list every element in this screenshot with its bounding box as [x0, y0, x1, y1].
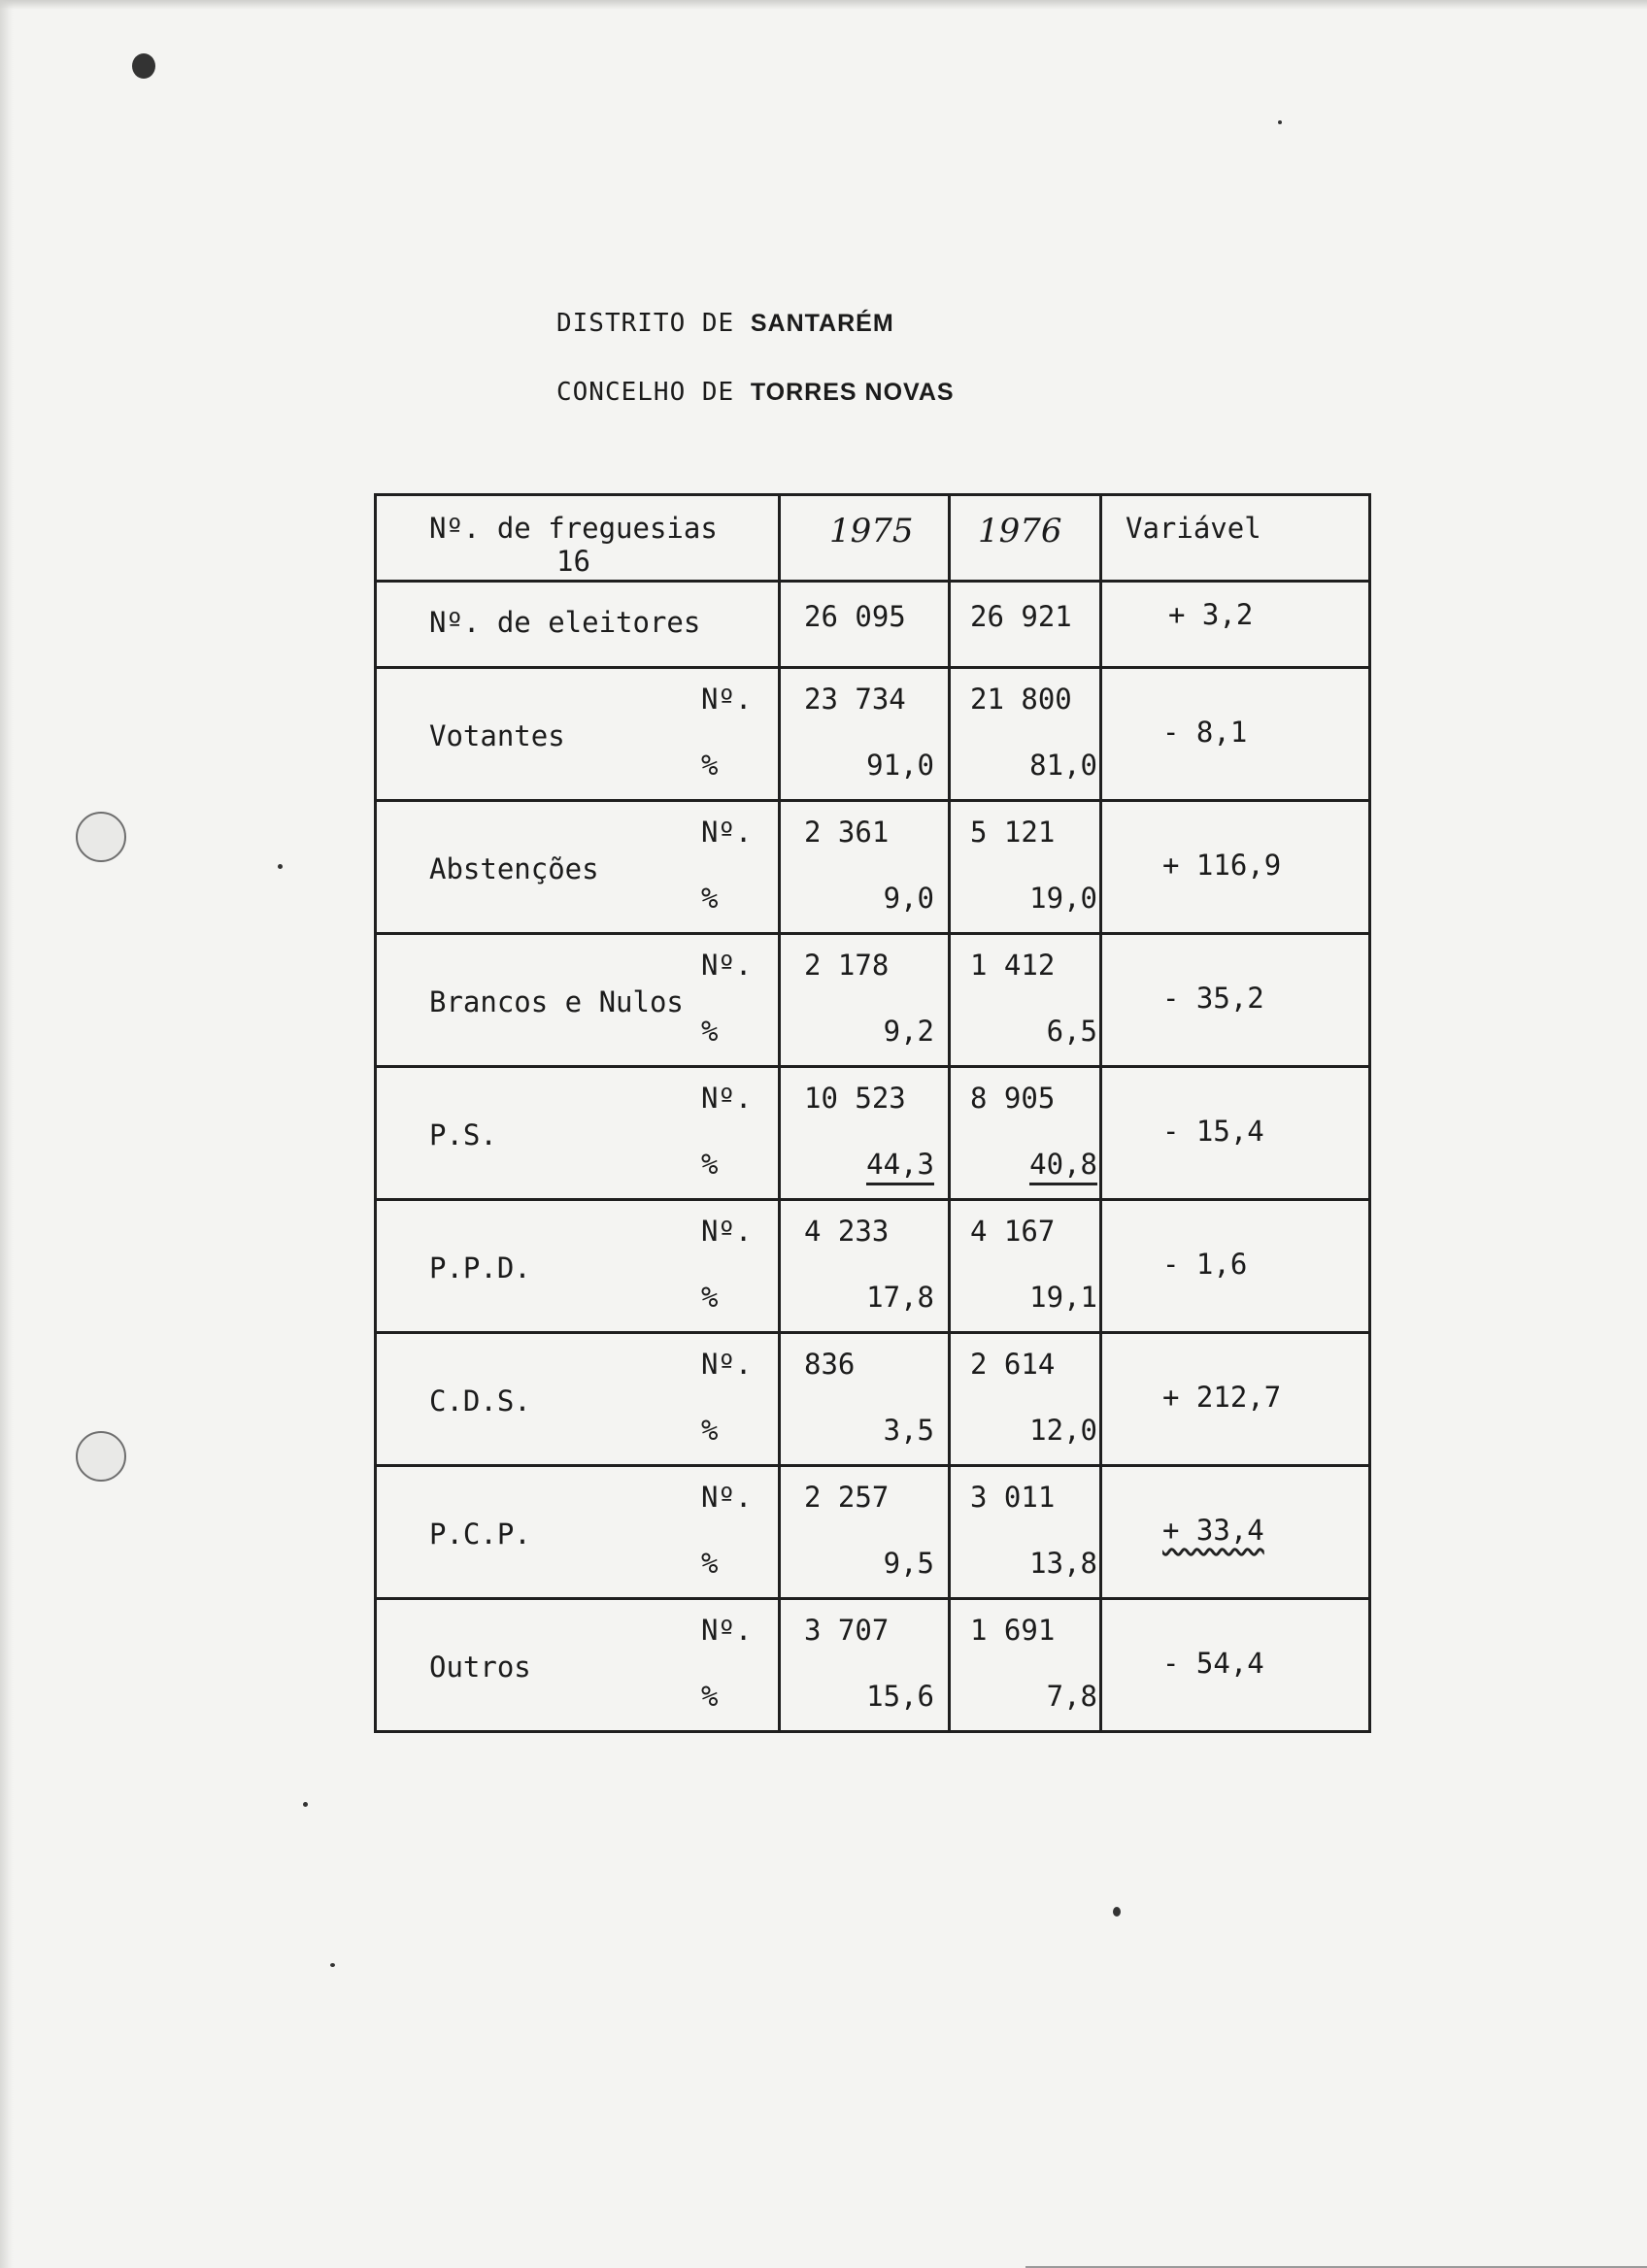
ink-spot — [330, 1963, 335, 1967]
value-cell-1976 — [950, 668, 1101, 801]
percent-marker: % — [701, 1547, 719, 1580]
count-1976: 5 121 — [970, 816, 1056, 849]
parishes-label: Nº. de freguesias — [429, 512, 718, 545]
row-label-cell — [376, 582, 780, 668]
variation-cell — [1101, 1200, 1370, 1333]
percent-1976: 7,8 — [1046, 1680, 1097, 1713]
value-cell-1975 — [780, 1333, 950, 1466]
row-label-cell — [376, 1599, 780, 1732]
variation-cell — [1101, 1067, 1370, 1200]
page-edge-top — [0, 0, 1647, 10]
count-1975: 4 233 — [804, 1215, 890, 1248]
value-cell-1976 — [950, 1067, 1101, 1200]
percent-marker: % — [701, 882, 719, 915]
count-marker: Nº. — [701, 949, 753, 982]
table-row-brancos-nulos — [376, 934, 1370, 1067]
district-name: SANTARÉM — [750, 310, 894, 337]
table-header-row — [376, 495, 1370, 582]
council-prefix: CONCELHO DE — [556, 378, 735, 407]
row-label-cell — [376, 1333, 780, 1466]
value-cell-1976 — [950, 934, 1101, 1067]
table-row-votantes — [376, 668, 1370, 801]
council-heading — [556, 378, 955, 407]
table-row-outros — [376, 1599, 1370, 1732]
percent-1975: 91,0 — [866, 749, 934, 782]
value-cell-1975 — [780, 1200, 950, 1333]
row-label-cell — [376, 668, 780, 801]
percent-1975: 3,5 — [883, 1414, 934, 1447]
percent-1976: 6,5 — [1046, 1015, 1097, 1048]
ink-spot — [303, 1802, 308, 1807]
value-cell-1976 — [950, 801, 1101, 934]
percent-1976: 19,0 — [1029, 882, 1097, 915]
parishes-header-cell — [376, 495, 780, 582]
variation-value: + 116,9 — [1162, 849, 1282, 882]
variation-value: - 35,2 — [1162, 982, 1264, 1015]
variation-cell — [1101, 1333, 1370, 1466]
table-row-cds — [376, 1333, 1370, 1466]
row-label: Outros — [429, 1651, 531, 1684]
variation-value: - 54,4 — [1162, 1647, 1264, 1680]
row-label: Votantes — [429, 719, 565, 752]
district-prefix: DISTRITO DE — [556, 309, 735, 338]
count-marker: Nº. — [701, 1614, 753, 1647]
percent-1975: 44,3 — [866, 1148, 934, 1185]
count-1975: 26 095 — [804, 600, 906, 633]
variation-cell — [1101, 582, 1370, 668]
count-1976: 21 800 — [970, 683, 1072, 716]
ink-spot — [278, 864, 283, 869]
value-cell-1975 — [780, 1466, 950, 1599]
row-label-cell — [376, 1200, 780, 1333]
punch-hole-upper — [76, 812, 126, 862]
count-1976: 1 691 — [970, 1614, 1056, 1647]
percent-1975: 9,2 — [883, 1015, 934, 1048]
percent-1975: 15,6 — [866, 1680, 934, 1713]
percent-1976: 81,0 — [1029, 749, 1097, 782]
variation-header — [1101, 495, 1370, 582]
percent-1975: 9,0 — [883, 882, 934, 915]
count-1975: 3 707 — [804, 1614, 890, 1647]
value-cell-1976 — [950, 582, 1101, 668]
value-cell-1976 — [950, 1599, 1101, 1732]
variation-label: Variável — [1126, 512, 1261, 545]
year-1976-header — [950, 495, 1101, 582]
variation-value: - 8,1 — [1162, 716, 1248, 749]
percent-marker: % — [701, 1015, 719, 1048]
table-row-ps — [376, 1067, 1370, 1200]
count-marker: Nº. — [701, 683, 753, 716]
percent-1976: 13,8 — [1029, 1547, 1097, 1580]
percent-marker: % — [701, 1680, 719, 1713]
value-cell-1975 — [780, 582, 950, 668]
value-cell-1975 — [780, 801, 950, 934]
count-1975: 2 361 — [804, 816, 890, 849]
count-marker: Nº. — [701, 1348, 753, 1381]
count-1976: 4 167 — [970, 1215, 1056, 1248]
table-row-voters-registered — [376, 582, 1370, 668]
year-1975-header — [780, 495, 950, 582]
row-label: P.S. — [429, 1118, 497, 1151]
variation-cell — [1101, 668, 1370, 801]
election-table — [374, 493, 1371, 1733]
value-cell-1976 — [950, 1200, 1101, 1333]
count-marker: Nº. — [701, 1215, 753, 1248]
variation-cell — [1101, 1466, 1370, 1599]
row-label: Abstenções — [429, 852, 599, 885]
row-label-cell — [376, 934, 780, 1067]
parishes-count: 16 — [556, 545, 590, 578]
value-cell-1975 — [780, 1067, 950, 1200]
variation-value: + 3,2 — [1168, 598, 1254, 631]
count-1976: 3 011 — [970, 1481, 1056, 1514]
ink-spot — [132, 53, 155, 79]
row-label: P.C.P. — [429, 1518, 531, 1551]
value-cell-1976 — [950, 1466, 1101, 1599]
year-1975-label: 1975 — [829, 512, 914, 550]
row-label: P.P.D. — [429, 1251, 531, 1284]
council-name: TORRES NOVAS — [750, 379, 955, 406]
punch-hole-lower — [76, 1431, 126, 1482]
percent-marker: % — [701, 1148, 719, 1181]
variation-value: - 1,6 — [1162, 1248, 1248, 1281]
count-1976: 1 412 — [970, 949, 1056, 982]
count-1976: 26 921 — [970, 600, 1072, 633]
value-cell-1975 — [780, 1599, 950, 1732]
table-row-ppd — [376, 1200, 1370, 1333]
page-edge-left — [0, 0, 14, 2268]
count-marker: Nº. — [701, 1481, 753, 1514]
variation-value: - 15,4 — [1162, 1115, 1264, 1148]
percent-1976: 12,0 — [1029, 1414, 1097, 1447]
ink-spot — [1278, 120, 1282, 124]
count-marker: Nº. — [701, 816, 753, 849]
row-label-cell — [376, 1466, 780, 1599]
percent-marker: % — [701, 749, 719, 782]
percent-1975: 9,5 — [883, 1547, 934, 1580]
row-label-cell — [376, 1067, 780, 1200]
variation-cell — [1101, 1599, 1370, 1732]
value-cell-1975 — [780, 934, 950, 1067]
count-1976: 8 905 — [970, 1082, 1056, 1115]
variation-value: + 212,7 — [1162, 1381, 1282, 1414]
count-1975: 2 178 — [804, 949, 890, 982]
year-1976-label: 1976 — [978, 512, 1062, 550]
percent-1976: 19,1 — [1029, 1281, 1097, 1314]
value-cell-1975 — [780, 668, 950, 801]
row-label: Nº. de eleitores — [429, 606, 701, 639]
table-row-abstencoes — [376, 801, 1370, 934]
count-1975: 2 257 — [804, 1481, 890, 1514]
count-1975: 836 — [804, 1348, 856, 1381]
variation-cell — [1101, 934, 1370, 1067]
table-row-pcp — [376, 1466, 1370, 1599]
variation-value: + 33,4 — [1162, 1514, 1264, 1547]
ink-spot — [1113, 1907, 1121, 1917]
value-cell-1976 — [950, 1333, 1101, 1466]
row-label: C.D.S. — [429, 1384, 531, 1418]
percent-1975: 17,8 — [866, 1281, 934, 1314]
count-1975: 23 734 — [804, 683, 906, 716]
count-marker: Nº. — [701, 1082, 753, 1115]
percent-marker: % — [701, 1414, 719, 1447]
row-label: Brancos e Nulos — [429, 985, 684, 1018]
percent-1976: 40,8 — [1029, 1148, 1097, 1185]
district-heading — [556, 309, 894, 338]
row-label-cell — [376, 801, 780, 934]
count-1975: 10 523 — [804, 1082, 906, 1115]
count-1976: 2 614 — [970, 1348, 1056, 1381]
variation-cell — [1101, 801, 1370, 934]
percent-marker: % — [701, 1281, 719, 1314]
